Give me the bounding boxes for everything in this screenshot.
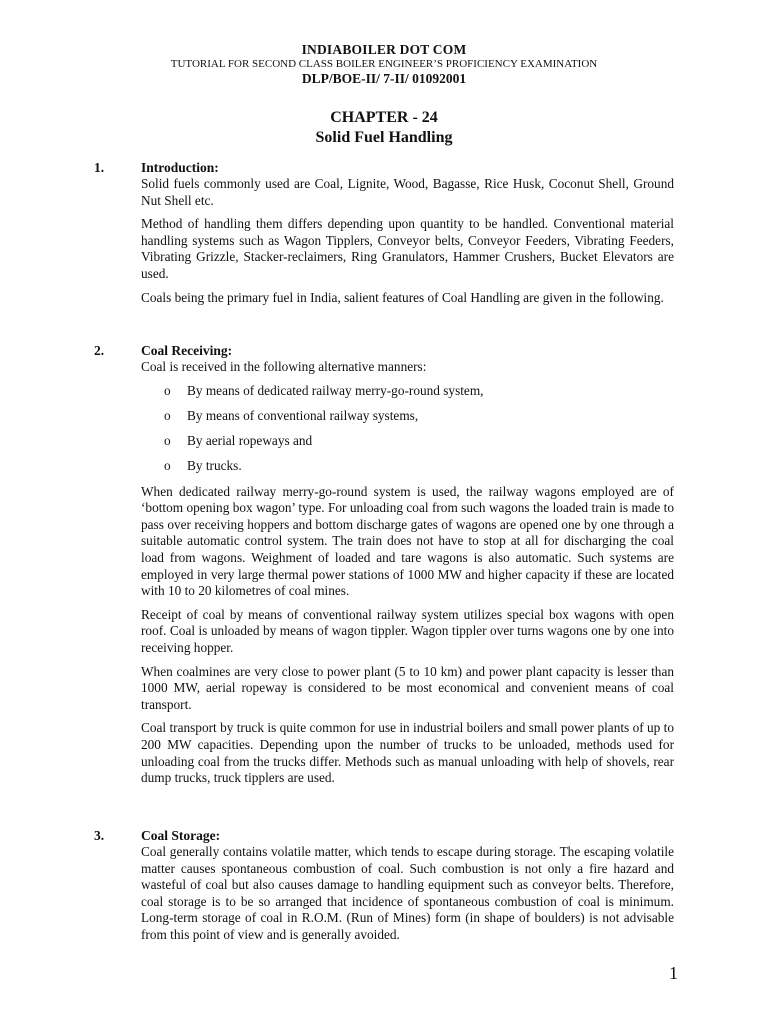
section-number: 2. [94, 343, 105, 358]
bullet-marker: o [164, 407, 171, 423]
site-name: INDIABOILER DOT COM [301, 42, 467, 57]
chapter-title: Solid Fuel Handling [315, 129, 453, 146]
paragraph: When coalmines are very close to power plant (5 to 10 km) and power plant capacity is lesser than 1000 MW, aerial ropeway is considered to be most economical and convenient means of coal transport. [141, 663, 674, 712]
bullet-text: By means of conventional railway systems, [187, 407, 419, 423]
bullet-item [141, 407, 674, 424]
section-body [141, 159, 674, 313]
section-title: Introduction: [141, 160, 219, 175]
paragraph: When dedicated railway merry-go-round system is used, the railway wagons employed are of ‘bottom opening box wagon’ type. For unloading coal from such wagons the loaded train is made to pass over receiving hoppers and bottom discharge gates of wagons are opened one by one through a suitable automatic control system. The train does not have to stop at all for discharging the coal load from wagons. Weighment of loaded and tare wagons is also automatic. Such systems are employed in very large thermal power stations of 1000 MW and higher capacity if these are located with 10 to 20 kilometres of coal mines. [141, 483, 674, 599]
section-number: 3. [94, 828, 105, 843]
bullet-item [141, 382, 674, 399]
bullet-item [141, 457, 674, 474]
paragraph: Coal generally contains volatile matter, which tends to escape during storage. The escaping volatile matter causes spontaneous combustion of coal. Such combustion is not only a fire hazard and wasteful of coal but also causes damage to handling equipment such as conveyor belts. Therefore, coal storage is to be so arranged that incidence of spontaneous combustion of coal is minimum. Long-term storage of coal in R.O.M. (Run of Mines) form (in shape of boulders) is not advisable from this point of view and is generally avoided. [141, 844, 674, 942]
bullet-list [141, 382, 674, 474]
paragraph: Solid fuels commonly used are Coal, Lignite, Wood, Bagasse, Rice Husk, Coconut Shell, Ground Nut Shell etc. [141, 176, 674, 208]
bullet-text: By aerial ropeways and [187, 432, 313, 448]
chapter-heading [0, 108, 768, 148]
section-intro: Coal is received in the following alternative manners: [141, 359, 427, 374]
page-number: 1 [669, 963, 678, 983]
paragraph: Method of handling them differs depending upon quantity to be handled. Conventional material handling systems such as Wagon Tipplers, Conveyor belts, Conveyor Feeders, Vibrating Feeders, Vibrating Grizzle, Stacker-reclaimers, Ring Granulators, Hammer Crushers, Bucket Elevators are used. [141, 216, 674, 281]
bullet-text: By means of dedicated railway merry-go-round system, [187, 382, 484, 398]
paragraph: Coals being the primary fuel in India, salient features of Coal Handling are given in the following. [141, 289, 664, 305]
section-number: 1. [94, 160, 105, 175]
document-header [0, 42, 768, 87]
document-code: DLP/BOE-II/ 7-II/ 01092001 [301, 71, 467, 86]
section-title: Coal Storage: [141, 828, 221, 843]
paragraph: Receipt of coal by means of conventional railway system utilizes special box wagons with open roof. Coal is unloaded by means of wagon tippler. Wagon tippler over turns wagons one by one into receiving hopper. [141, 606, 674, 655]
bullet-item [141, 432, 674, 449]
tutorial-title: TUTORIAL FOR SECOND CLASS BOILER ENGINEER’S PROFICIENCY EXAMINATION [170, 58, 598, 70]
paragraph: Coal transport by truck is quite common for use in industrial boilers and small power plants of up to 200 MW capacities. Depending upon the number of trucks to be unloaded, methods used for unloading coal from the trucks differ. Methods such as manual unloading with help of shovels, rear dump trucks, truck tipplers are used. [141, 720, 674, 786]
section-title: Coal Receiving: [141, 343, 233, 358]
bullet-text: By trucks. [187, 457, 242, 473]
section-body [141, 342, 674, 794]
bullet-marker: o [164, 382, 171, 398]
bullet-marker: o [164, 432, 171, 448]
chapter-number: CHAPTER - 24 [330, 109, 438, 126]
bullet-marker: o [164, 457, 171, 473]
section-body [141, 827, 674, 951]
